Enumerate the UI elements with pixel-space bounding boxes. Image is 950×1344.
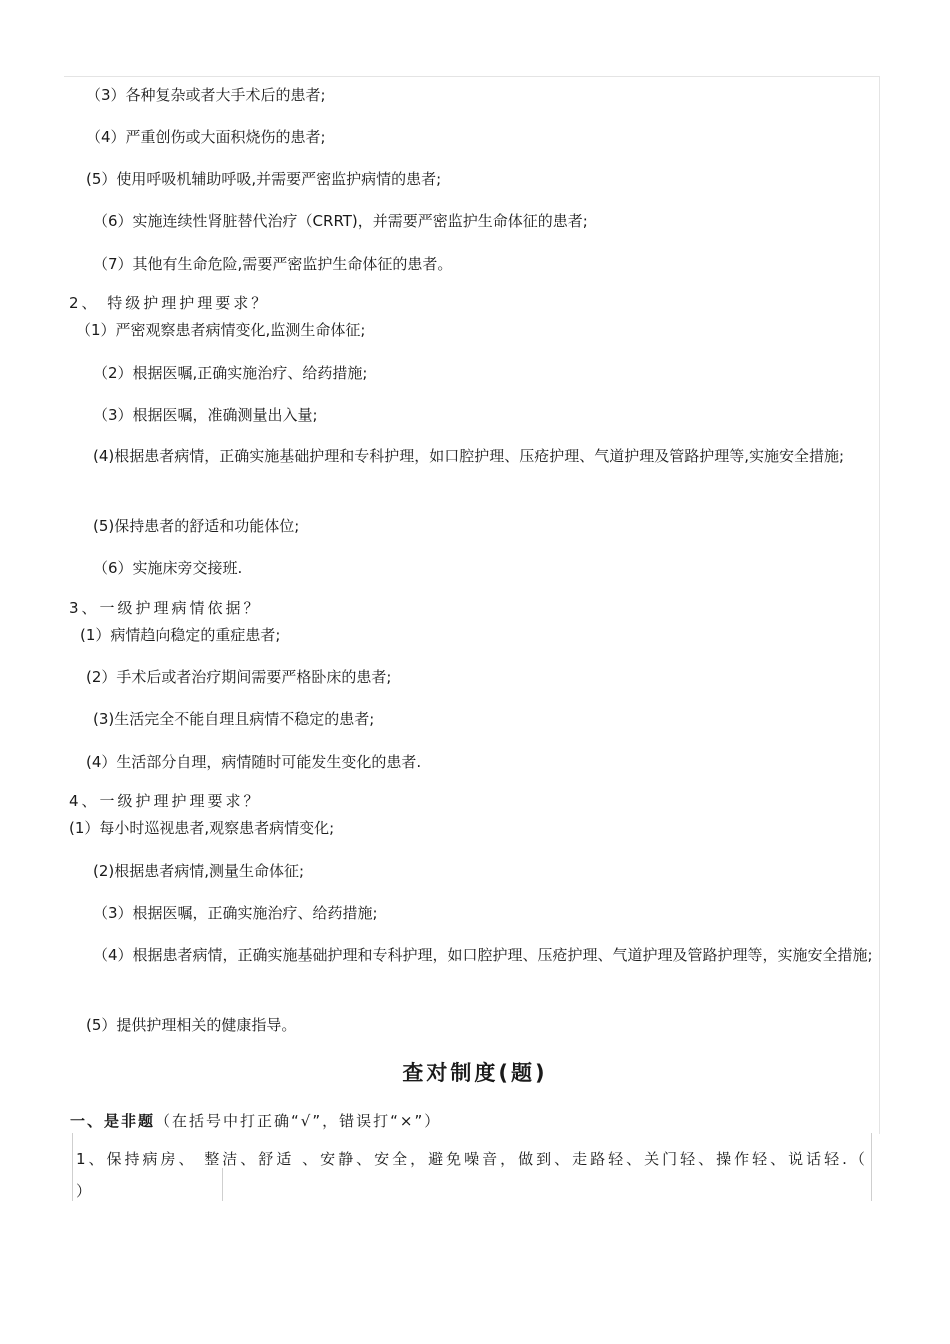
section-title — [70, 1110, 441, 1131]
text-line: (1）每小时巡视患者,观察患者病情变化; — [69, 819, 335, 837]
text-paragraph: （4）根据患者病情，正确实施基础护理和专科护理，如口腔护理、压疮护理、气道护理及管路护理等，实施安全措施; — [93, 946, 873, 964]
text-line: （3）根据医嘱，正确实施治疗、给药措施; — [93, 904, 378, 922]
text-line: （3）根据医嘱，准确测量出入量; — [93, 406, 318, 424]
text-paragraph: (4)根据患者病情，正确实施基础护理和专科护理，如口腔护理、压疮护理、气道护理及管路护理等,实施安全措施; — [93, 447, 845, 465]
section-label: 是非题 — [104, 1112, 156, 1130]
text-line: (5）提供护理相关的健康指导。 — [86, 1016, 297, 1034]
section-heading: 2、 特级护理护理要求？ — [69, 294, 270, 312]
text-line: (1）病情趋向稳定的重症患者; — [80, 626, 281, 644]
document-title: 查对制度(题) — [402, 1061, 548, 1085]
text-line: (5）使用呼吸机辅助呼吸,并需要严密监护病情的患者; — [86, 170, 442, 188]
text-line: (3)生活完全不能自理且病情不稳定的患者; — [93, 710, 375, 728]
text-line: (2)根据患者病情,测量生命体征; — [93, 862, 305, 880]
text-line: （1）严密观察患者病情变化,监测生命体征; — [76, 321, 366, 339]
section-heading: 4、一级护理护理要求？ — [69, 792, 262, 810]
text-line: （7）其他有生命危险,需要严密监护生命体征的患者。 — [93, 255, 453, 273]
text-line: (4）生活部分自理，病情随时可能发生变化的患者. — [86, 753, 422, 771]
text-line: （3）各种复杂或者大手术后的患者; — [86, 86, 326, 104]
section-number: 一、 — [70, 1112, 105, 1130]
text-line: （6）实施连续性肾脏替代治疗（CRRT)，并需要严密监护生命体征的患者; — [93, 212, 588, 230]
text-line: （4）严重创伤或大面积烧伤的患者; — [86, 128, 326, 146]
section-instruction: （在括号中打正确“√”，错误打“×”） — [155, 1112, 442, 1130]
text-line: (2）手术后或者治疗期间需要严格卧床的患者; — [86, 668, 392, 686]
section-heading: 3、一级护理病情依据？ — [69, 599, 262, 617]
text-line: （2）根据医嘱,正确实施治疗、给药措施; — [93, 364, 368, 382]
question-text: 1、保持病房、 整洁、舒适 、安静、安全，避免噪音，做到、走路轻、关门轻、操作轻、说话轻.（ ） — [76, 1150, 868, 1200]
text-line: （6）实施床旁交接班. — [93, 559, 243, 577]
text-line: (5)保持患者的舒适和功能体位; — [93, 517, 300, 535]
